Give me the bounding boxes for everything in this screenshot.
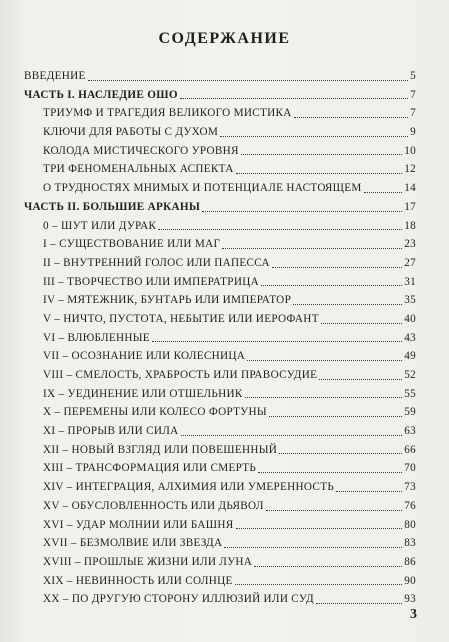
toc-entry xyxy=(24,291,416,310)
dot-leader xyxy=(254,565,402,567)
toc-entry xyxy=(24,590,416,609)
dot-leader xyxy=(364,191,403,193)
toc-entry-page: 14 xyxy=(404,182,416,195)
toc-entry-page: 43 xyxy=(404,331,416,344)
toc-entry xyxy=(24,572,416,591)
toc-entry-page: 90 xyxy=(404,574,416,587)
toc-entry-title: КЛЮЧИ ДЛЯ РАБОТЫ С ДУХОМ xyxy=(43,126,219,139)
toc-entry xyxy=(24,273,416,292)
toc-entry xyxy=(24,516,416,535)
toc-entry-title: X – ПЕРЕМЕНЫ ИЛИ КОЛЕСО ФОРТУНЫ xyxy=(43,406,267,419)
toc-entry xyxy=(24,235,416,254)
toc-entry-title: ВВЕДЕНИЕ xyxy=(24,70,86,82)
dot-leader xyxy=(279,452,402,454)
dot-leader xyxy=(294,116,408,118)
dot-leader xyxy=(245,396,403,398)
dot-leader xyxy=(88,79,408,81)
toc-entry-page: 23 xyxy=(404,238,416,251)
toc-entry-page: 73 xyxy=(404,481,416,494)
toc-entry xyxy=(24,329,416,348)
dot-leader xyxy=(158,228,402,230)
toc-entry xyxy=(24,179,416,198)
toc-entry-title: XIV – ИНТЕГРАЦИЯ, АЛХИМИЯ ИЛИ УМЕРЕННОСТЬ xyxy=(43,481,335,494)
toc-entry-page: 27 xyxy=(404,256,416,269)
toc-entry-title: XVIII – ПРОШЛЫЕ ЖИЗНИ ИЛИ ЛУНА xyxy=(43,555,253,568)
toc-entry-title: XIX – НЕВИННОСТЬ ИЛИ СОЛНЦЕ xyxy=(43,574,233,587)
toc-entry-page: 83 xyxy=(404,537,416,550)
dot-leader xyxy=(319,378,402,380)
toc-entry xyxy=(24,385,416,404)
toc-entry-page: 12 xyxy=(404,163,416,176)
toc-entry-title: XVI – УДАР МОЛНИИ ИЛИ БАШНЯ xyxy=(43,518,234,531)
toc-entry-page: 7 xyxy=(410,88,416,101)
toc-entry-title: VII – ОСОЗНАНИЕ ИЛИ КОЛЕСНИЦА xyxy=(43,350,246,363)
toc-entry xyxy=(24,160,416,179)
dot-leader xyxy=(224,546,402,548)
toc-entry-page: 59 xyxy=(404,406,416,419)
toc-entry-page: 76 xyxy=(404,499,416,512)
dot-leader xyxy=(180,97,408,99)
toc-entry-page: 80 xyxy=(404,518,416,531)
toc-entry-title: I – СУЩЕСТВОВАНИЕ ИЛИ МАГ xyxy=(43,238,221,251)
toc-entry xyxy=(24,198,416,217)
toc-entry xyxy=(24,366,416,385)
toc-entry-page: 10 xyxy=(404,144,416,157)
toc-entry-title: IV – МЯТЕЖНИК, БУНТАРЬ ИЛИ ИМПЕРАТОР xyxy=(43,294,292,307)
toc-entry-page: 63 xyxy=(404,425,416,438)
toc-entry-title: II – ВНУТРЕННИЙ ГОЛОС ИЛИ ПАПЕССА xyxy=(43,256,270,269)
toc-entry-title: ТРИ ФЕНОМЕНАЛЬНЫХ АСПЕКТА xyxy=(43,163,234,176)
toc-entry-title: О ТРУДНОСТЯХ МНИМЫХ И ПОТЕНЦИАЛЕ НАСТОЯЩЕМ xyxy=(43,182,362,195)
toc-entry xyxy=(24,217,416,236)
toc-entry xyxy=(24,422,416,441)
toc-entry-page: 52 xyxy=(404,369,416,381)
dot-leader xyxy=(236,172,403,174)
toc-entry-page: 5 xyxy=(410,70,416,82)
toc-entry xyxy=(24,254,416,273)
toc-entry xyxy=(24,459,416,478)
toc-entry xyxy=(24,67,416,86)
toc-entry-title: ЧАСТЬ II. БОЛЬШИЕ АРКАНЫ xyxy=(24,200,201,213)
toc-entry-page: 40 xyxy=(404,312,416,325)
dot-leader xyxy=(236,527,403,529)
toc-entry xyxy=(24,123,416,142)
toc-entry-title: V – НИЧТО, ПУСТОТА, НЕБЫТИЕ ИЛИ ИЕРОФАНТ xyxy=(43,312,319,325)
toc-entry xyxy=(24,497,416,516)
toc-entry-title: IX – УЕДИНЕНИЕ ИЛИ ОТШЕЛЬНИК xyxy=(43,387,243,400)
toc-entry-title: 0 – ШУТ ИЛИ ДУРАК xyxy=(43,219,157,232)
dot-leader xyxy=(293,303,402,305)
toc-entry xyxy=(24,310,416,329)
toc-entry-title: XIII – ТРАНСФОРМАЦИЯ ИЛИ СМЕРТЬ xyxy=(43,462,257,475)
dot-leader xyxy=(235,583,403,585)
toc-entry-page: 93 xyxy=(404,593,416,606)
dot-leader xyxy=(220,135,408,137)
toc-entry-title: ТРИУМФ И ТРАГЕДИЯ ВЕЛИКОГО МИСТИКА xyxy=(43,107,292,120)
toc-entry xyxy=(24,403,416,422)
toc-entry-title: КОЛОДА МИСТИЧЕСКОГО УРОВНЯ xyxy=(43,144,239,157)
toc-entry xyxy=(24,553,416,572)
toc-entry-title: ЧАСТЬ I. НАСЛЕДИЕ ОШО xyxy=(24,88,178,101)
dot-leader xyxy=(258,471,402,473)
dot-leader xyxy=(261,284,402,286)
toc-entry-page: 35 xyxy=(404,294,416,307)
toc-entry-page: 49 xyxy=(404,350,416,363)
page-number: 3 xyxy=(410,607,417,622)
toc-entry-title: XV – ОБУСЛОВЛЕННОСТЬ ИЛИ ДЬЯВОЛ xyxy=(43,499,264,512)
dot-leader xyxy=(272,266,402,268)
toc-entry xyxy=(24,142,416,161)
toc-entry xyxy=(24,534,416,553)
toc-heading: СОДЕРЖАНИЕ xyxy=(158,30,291,47)
toc-entry xyxy=(24,441,416,460)
dot-leader xyxy=(266,509,402,511)
toc-entry xyxy=(24,104,416,123)
dot-leader xyxy=(222,247,402,249)
dot-leader xyxy=(321,322,402,324)
toc-entry-title: III – ТВОРЧЕСТВО ИЛИ ИМПЕРАТРИЦА xyxy=(43,275,259,288)
dot-leader xyxy=(181,434,403,436)
toc-entry-page: 31 xyxy=(404,275,416,288)
dot-leader xyxy=(241,153,402,155)
dot-leader xyxy=(316,602,402,604)
toc-entry-page: 7 xyxy=(410,107,416,120)
toc-entry xyxy=(24,86,416,105)
toc-entry-title: VI – ВЛЮБЛЕННЫЕ xyxy=(43,331,150,344)
toc-entry xyxy=(24,478,416,497)
table-of-contents xyxy=(24,67,416,609)
toc-entry-title: XX – ПО ДРУГУЮ СТОРОНУ ИЛЛЮЗИЙ ИЛИ СУД xyxy=(43,593,314,606)
toc-entry-title: XI – ПРОРЫВ ИЛИ СИЛА xyxy=(43,425,179,438)
dot-leader xyxy=(247,359,402,361)
toc-entry-title: XVII – БЕЗМОЛВИЕ ИЛИ ЗВЕЗДА xyxy=(43,537,223,550)
toc-entry-page: 17 xyxy=(404,200,416,213)
dot-leader xyxy=(269,415,402,417)
toc-entry-title: XII – НОВЫЙ ВЗГЛЯД ИЛИ ПОВЕШЕННЫЙ xyxy=(43,443,278,456)
toc-entry-page: 66 xyxy=(404,443,416,456)
dot-leader xyxy=(152,340,402,342)
toc-entry xyxy=(24,347,416,366)
toc-entry-page: 70 xyxy=(404,462,416,475)
toc-entry-page: 9 xyxy=(410,126,416,139)
toc-entry-title: VIII – СМЕЛОСТЬ, ХРАБРОСТЬ ИЛИ ПРАВОСУДИЕ xyxy=(43,369,318,381)
toc-entry-page: 55 xyxy=(404,387,416,400)
dot-leader xyxy=(336,490,402,492)
dot-leader xyxy=(202,210,402,212)
toc-entry-page: 18 xyxy=(404,219,416,232)
toc-entry-page: 86 xyxy=(404,555,416,568)
